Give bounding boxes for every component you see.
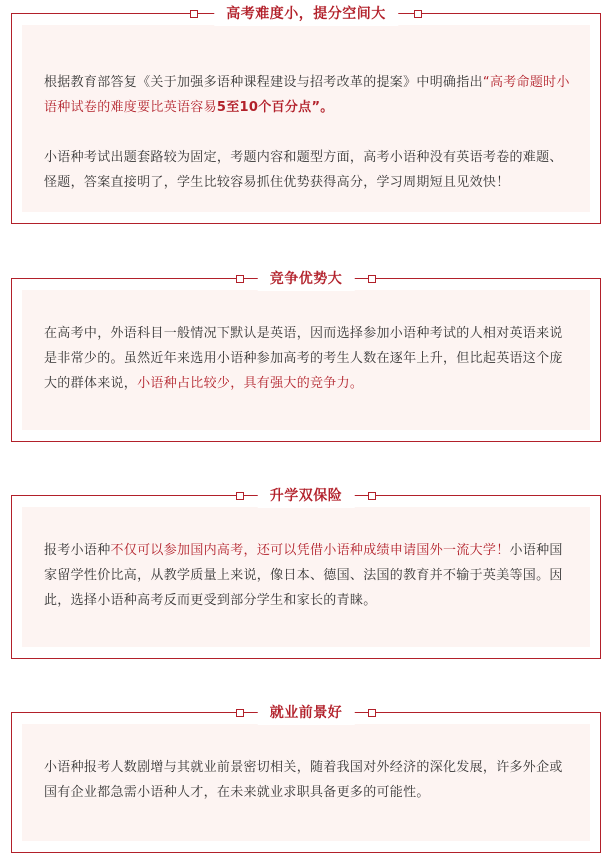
text-run: 报考小语种 [44, 543, 111, 558]
section-title: 就业前景好 [258, 701, 355, 725]
section-competitive-advantage [11, 267, 601, 442]
section-career-prospects [11, 701, 601, 853]
section-frame [11, 278, 601, 442]
section-title: 高考难度小，提分空间大 [214, 2, 398, 26]
paragraph [44, 755, 572, 805]
section-panel [22, 507, 590, 647]
section-panel [22, 290, 590, 430]
square-ornament-left [190, 10, 198, 18]
paragraph [44, 321, 572, 396]
text-run: 小语种报考人数剧增与其就业前景密切相关，随着我国对外经济的深化发展，许多外企或国有企业都急需小语种人才，在未来就业求职具备更多的可能性。 [44, 760, 563, 800]
text-run: 小语种国家留学性价比高，从教学质量上来说，像日本、德国、法国的教育并不输于英美等国。因此，选择小语种高考反而更受到部分学生和家长的青睐。 [44, 543, 563, 608]
section-body [44, 755, 572, 805]
section-dual-pathway [11, 484, 601, 659]
highlight-text: 小语种占比较少，具有强大的竞争力。 [137, 376, 364, 391]
section-title-bar [11, 2, 601, 26]
section-body [44, 70, 572, 195]
paragraph [44, 145, 572, 195]
highlight-text: “高考命题时小语种试卷的难度要比英语容易 [44, 75, 570, 115]
square-ornament-right [414, 10, 422, 18]
section-title-bar [11, 484, 601, 508]
section-title: 竞争优势大 [258, 267, 355, 291]
section-panel [22, 724, 590, 841]
square-ornament-right [368, 709, 376, 717]
square-ornament-left [236, 492, 244, 500]
square-ornament-right [368, 492, 376, 500]
section-frame [11, 712, 601, 853]
section-title: 升学双保险 [258, 484, 355, 508]
highlight-bold-text: 5至10个百分点”。 [216, 100, 334, 115]
section-frame [11, 495, 601, 659]
paragraph [44, 538, 572, 613]
section-exam-difficulty [11, 2, 601, 224]
text-run: 在高考中，外语科目一般情况下默认是英语，因而选择参加小语种考试的人相对英语来说是非常少的。虽然近年来选用小语种参加高考的考生人数在逐年上升，但比起英语这个庞大的群体来说， [44, 326, 563, 391]
square-ornament-left [236, 275, 244, 283]
section-frame [11, 13, 601, 224]
highlight-text: 不仅可以参加国内高考，还可以凭借小语种成绩申请国外一流大学！ [110, 543, 510, 558]
text-run: 根据教育部答复《关于加强多语种课程建设与招考改革的提案》中明确指出 [44, 75, 483, 90]
square-ornament-right [368, 275, 376, 283]
section-body [44, 321, 572, 396]
text-run: 小语种考试出题套路较为固定，考题内容和题型方面，高考小语种没有英语考卷的难题、怪题，答案直接明了，学生比较容易抓住优势获得高分，学习周期短且见效快！ [44, 150, 563, 190]
section-title-bar [11, 701, 601, 725]
paragraph [44, 70, 572, 120]
section-title-bar [11, 267, 601, 291]
section-body [44, 538, 572, 613]
section-panel [22, 25, 590, 212]
square-ornament-left [236, 709, 244, 717]
